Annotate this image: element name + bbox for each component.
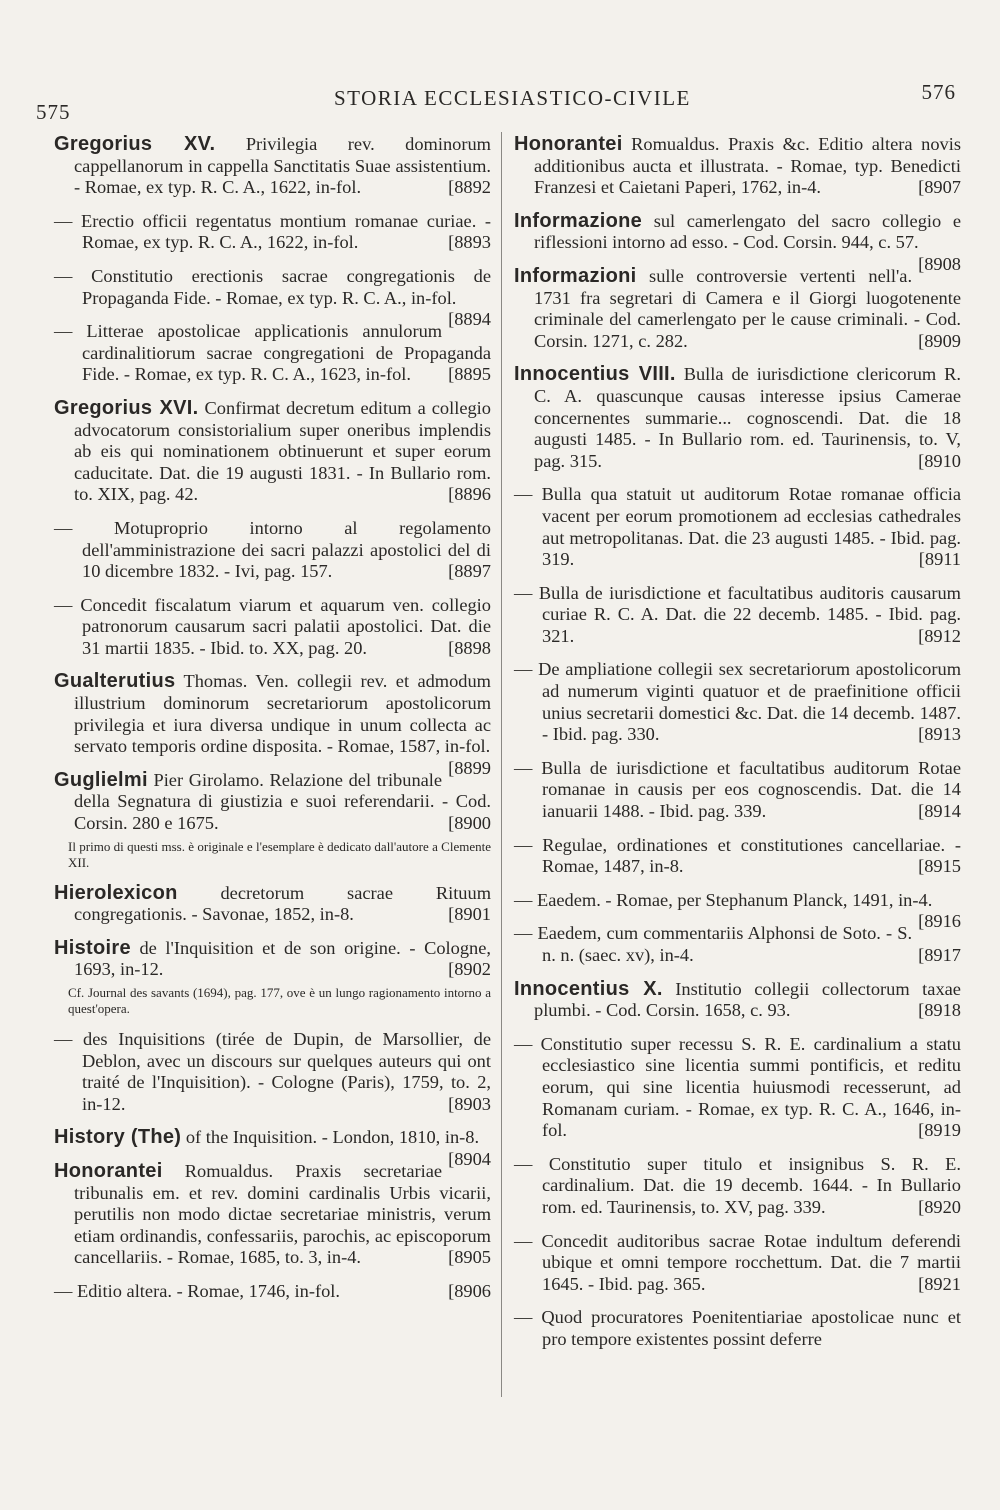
entry-text: Romualdus. Praxis secretariae tribunalis em. et rev. domini cardinalis Urbis vicarii, perutilis non modo dictae secretariae ministris, verum etiam ordinandis, confessariis, parochis, ac episcoporum cancellariis. - Romae, 1685, to. 3, in-4. [74,1160,491,1268]
entry-text: — Bulla qua statuit ut auditorum Rotae romanae officia vacent per eorum promotionem ad ecclesias cathedrales aut metropolitanas. Dat. die 23 augusti 1485. - Ibid. pag. 319. [514,484,961,570]
entry-text: — Bulla de iurisdictione et facultatibus auditorum Rotae romanae in causis per eos cognoscendis. Dat. die 14 ianuarii 1488. - Ibid. pag. 339. [514,757,961,822]
bibliography-entry [54,1161,491,1269]
entry-text: — Quod procuratores Poenitentiariae apostolicae nunc et pro tempore existentes possint deferre [514,1307,961,1349]
entry-text: — Concedit fiscalatum viarum et aquarum ven. collegio patronorum causarum sacri palatii apostolici. Dat. die 31 martii 1835. - Ibid. to. XX, pag. 20. [54,594,491,658]
entry-text: Confirmat decretum editum a collegio advocatorum consistorialium super oneribus implendis ab eis qui nominationem obtinuerunt et super eorum caducitate. Dat. die 19 augusti 1831. - In Bullario rom. to. XIX, pag. 42. [74,397,491,505]
entry-text: Bulla de iurisdictione clericorum R. C. A. quascunque causas interesse ipsius Camerae concernentes summarie... cognoscendi. Dat. die 18 augusti 1485. - In Bullario rom. ed. Taurinensis, to. V, pag. 315. [534,364,961,471]
entry-text: Pier Girolamo. Relazione del tribunale della Segnatura di giustizia e suoi referendarii. - Cod. Corsin. 280 e 1675. [74,769,491,834]
entry-number: [8901 [448,904,491,925]
entry-number: [8908 [918,253,961,274]
bibliography-subentry [514,1034,961,1142]
bibliography-entry [514,134,961,199]
entry-note: Cf. Journal des savants (1694), pag. 177, ove è un lungo ragionamento intorno a quest'opera. [68,985,491,1016]
entry-heading: Innocentius X. [514,977,663,1000]
column-divider [501,132,502,1397]
entry-text: — Erectio officii regentatus montium romanae curiae. - Romae, ex typ. R. C. A., 1622, in-fol. [54,210,491,253]
entry-number: [8899 [448,757,491,778]
entry-number: [8902 [448,959,491,980]
entry-heading: Informazioni [514,264,637,287]
bibliography-entry [54,134,491,199]
entry-heading: Honorantei [514,133,623,155]
entry-note: Il primo di questi mss. è originale e l'esemplare è dedicato dall'autore a Clemente XII. [68,838,491,870]
entry-heading: History (The) [54,1126,182,1149]
bibliography-entry [514,364,961,472]
entry-text: Privilegia rev. dominorum cappellanorum in cappella Sanctitatis Suae assistentium. - Romae, ex typ. R. C. A., 1622, in-fol. [74,134,491,198]
bibliography-subentry [514,484,961,570]
bibliography-subentry [54,321,491,386]
entry-text: — Constitutio super recessu S. R. E. cardinalium a statu ecclesiastico sine licentia summi pontificis, et reditu eorum, qui sine licentia huiusmodi recesserunt, ad Romanam curiam. - Romae, ex typ. R. C. A., 1646, in-fol. [514,1033,961,1141]
entry-number: [8905 [448,1247,491,1268]
entry-number: [8909 [918,330,961,351]
bibliography-entry [514,266,961,352]
bibliography-entry [54,1126,491,1169]
entry-number: [8895 [448,364,491,385]
entry-number: [8916 [918,911,961,932]
bibliography-entry [54,670,491,778]
entry-text: Institutio collegii collectorum taxae plumbi. - Cod. Corsin. 1658, c. 93. [534,978,961,1021]
bibliography-subentry [54,595,491,660]
bibliography-entry [514,979,961,1022]
entry-heading: Gregorius XVI. [54,396,199,419]
entry-text: — Eaedem, cum commentariis Alphonsi de Soto. - S. n. n. (saec. xv), in-4. [514,923,913,965]
bibliography-subentry [54,265,491,330]
page-header [0,78,1000,124]
entry-text: — Regulae, ordinationes et constitutiones cancellariae. - Romae, 1487, in-8. [514,834,961,877]
entry-number: [8892 [448,177,491,198]
entry-text: Romualdus. Praxis &c. Editio altera novis additionibus aucta et illustrata. - Romae, typ. Benedicti Franzesi et Caietani Paperi, 1762, in-4. [534,134,961,198]
entry-number: [8897 [448,561,491,582]
entry-number: [8904 [448,1148,491,1169]
page-number-right: 576 [921,80,956,104]
entry-heading: Gualterutius [54,670,176,693]
entry-number: [8896 [448,484,491,505]
entry-text: decretorum sacrae Rituum congregationis. - Savonae, 1852, in-8. [74,882,491,925]
entry-number: [8894 [448,309,491,330]
right-column [514,134,961,1363]
bibliography-subentry [514,583,961,648]
bibliography-subentry [54,1029,491,1115]
entry-text: Thomas. Ven. collegii rev. et admodum illustrium dominorum secretariorum apostolicorum privilegia et iura diversa undique in unum collecta ac servato temporis ordine disposita. - Romae, 1587, in-fol. [74,671,491,757]
left-column [54,134,491,1315]
bibliography-entry [54,938,491,981]
running-title: STORIA ECCLESIASTICO-CIVILE [334,86,691,110]
entry-number: [8907 [918,177,961,198]
bibliography-subentry [514,923,961,966]
entry-heading: Hierolexicon [54,881,178,904]
bibliography-subentry [514,758,961,823]
bibliography-subentry [54,1281,491,1303]
entry-number: [8912 [918,625,961,646]
entry-text: — Motuproprio intorno al regolamento dell'amministrazione dei sacri palazzi apostolici del di 10 dicembre 1832. - Ivi, pag. 157. [54,517,491,582]
entry-number: [8917 [918,945,961,965]
bibliography-entry [54,398,491,506]
entry-heading: Honorantei [54,1159,163,1182]
entry-text: — Eaedem. - Romae, per Stephanum Planck, 1491, in-4. [514,889,933,910]
entry-text: — des Inquisitions (tirée de Dupin, de Marsollier, de Deblon, avec un discours sur quelques auteurs qui ont traité de l'Inquisition). - Cologne (Paris), 1759, to. 2, in-12. [54,1029,491,1114]
entry-text: — Constitutio super titulo et insignibus S. R. E. cardinalium. Dat. die 19 decemb. 1644. - In Bullario rom. ed. Taurinensis, to. XV, pag. 339. [514,1153,961,1217]
entry-number: [8903 [448,1093,491,1114]
bibliography-subentry [514,835,961,878]
entry-number: [8906 [448,1280,491,1301]
bibliography-subentry [54,211,491,254]
entry-text: of the Inquisition. - London, 1810, in-8. [185,1127,480,1148]
entry-number: [8919 [918,1120,961,1141]
entry-number: [8893 [448,232,491,253]
entry-number: [8920 [918,1196,961,1217]
entry-heading: Informazione [514,209,643,232]
bibliography-subentry [514,659,961,745]
entry-text: — Constitutio erectionis sacrae congregationis de Propaganda Fide. - Romae, ex typ. R. C. A., in-fol. [54,265,491,308]
entry-number: [8921 [918,1273,961,1294]
bibliography-entry [514,209,961,274]
entry-number: [8898 [448,637,491,658]
entry-number: [8910 [918,450,961,471]
entry-text: — Concedit auditoribus sacrae Rotae indultum deferendi ubique et omni tempore rocchettum. Dat. die 7 martii 1645. - Ibid. pag. 365. [514,1230,961,1294]
bibliography-subentry [514,1231,961,1296]
entry-text: sulle controversie vertenti nell'a. 1731 fra segretari di Camera e il Giorgi luogotenente criminale del camerlengato per le cause criminali. - Cod. Corsin. 1271, c. 282. [534,265,961,351]
entry-text: — Bulla de iurisdictione et facultatibus auditoris causarum curiae R. C. A. Dat. die 22 decemb. 1485. - Ibid. pag. 321. [514,582,961,646]
bibliography-subentry [514,889,961,932]
entry-heading: Gregorius XV. [54,133,216,155]
entry-heading: Histoire [54,936,131,959]
bibliography-entry [54,883,491,926]
entry-number: [8900 [448,813,491,834]
page-number-left: 575 [36,100,71,124]
entry-number: [8911 [918,549,961,570]
entry-heading: Innocentius VIII. [514,363,676,386]
entry-heading: Guglielmi [54,768,148,791]
entry-number: [8914 [918,801,961,822]
entry-text: — Editio altera. - Romae, 1746, in-fol. [54,1280,341,1301]
entry-text: — De ampliatione collegii sex secretariorum apostolicorum ad numerum viginti quatuor et de praefinitione officii unius secretarii domestici &c. Dat. die 14 decemb. 1487. - Ibid. pag. 330. [514,659,961,745]
entry-text: de l'Inquisition et de son origine. - Cologne, 1693, in-12. [74,937,491,980]
bibliography-subentry [514,1154,961,1219]
entry-number: [8915 [918,856,961,877]
entry-text: — Litterae apostolicae applicationis annulorum cardinalitiorum sacrae congregationi de Propaganda Fide. - Romae, ex typ. R. C. A., 1623, in-fol. [54,321,491,385]
entry-text: sul camerlengato del sacro collegio e riflessioni intorno ad esso. - Cod. Corsin. 944, c. 57. [534,210,961,253]
entry-number: [8918 [918,1000,961,1021]
bibliography-subentry [54,518,491,583]
bibliography-subentry [514,1307,961,1350]
entry-number: [8913 [918,724,961,745]
bibliography-entry [54,770,491,835]
